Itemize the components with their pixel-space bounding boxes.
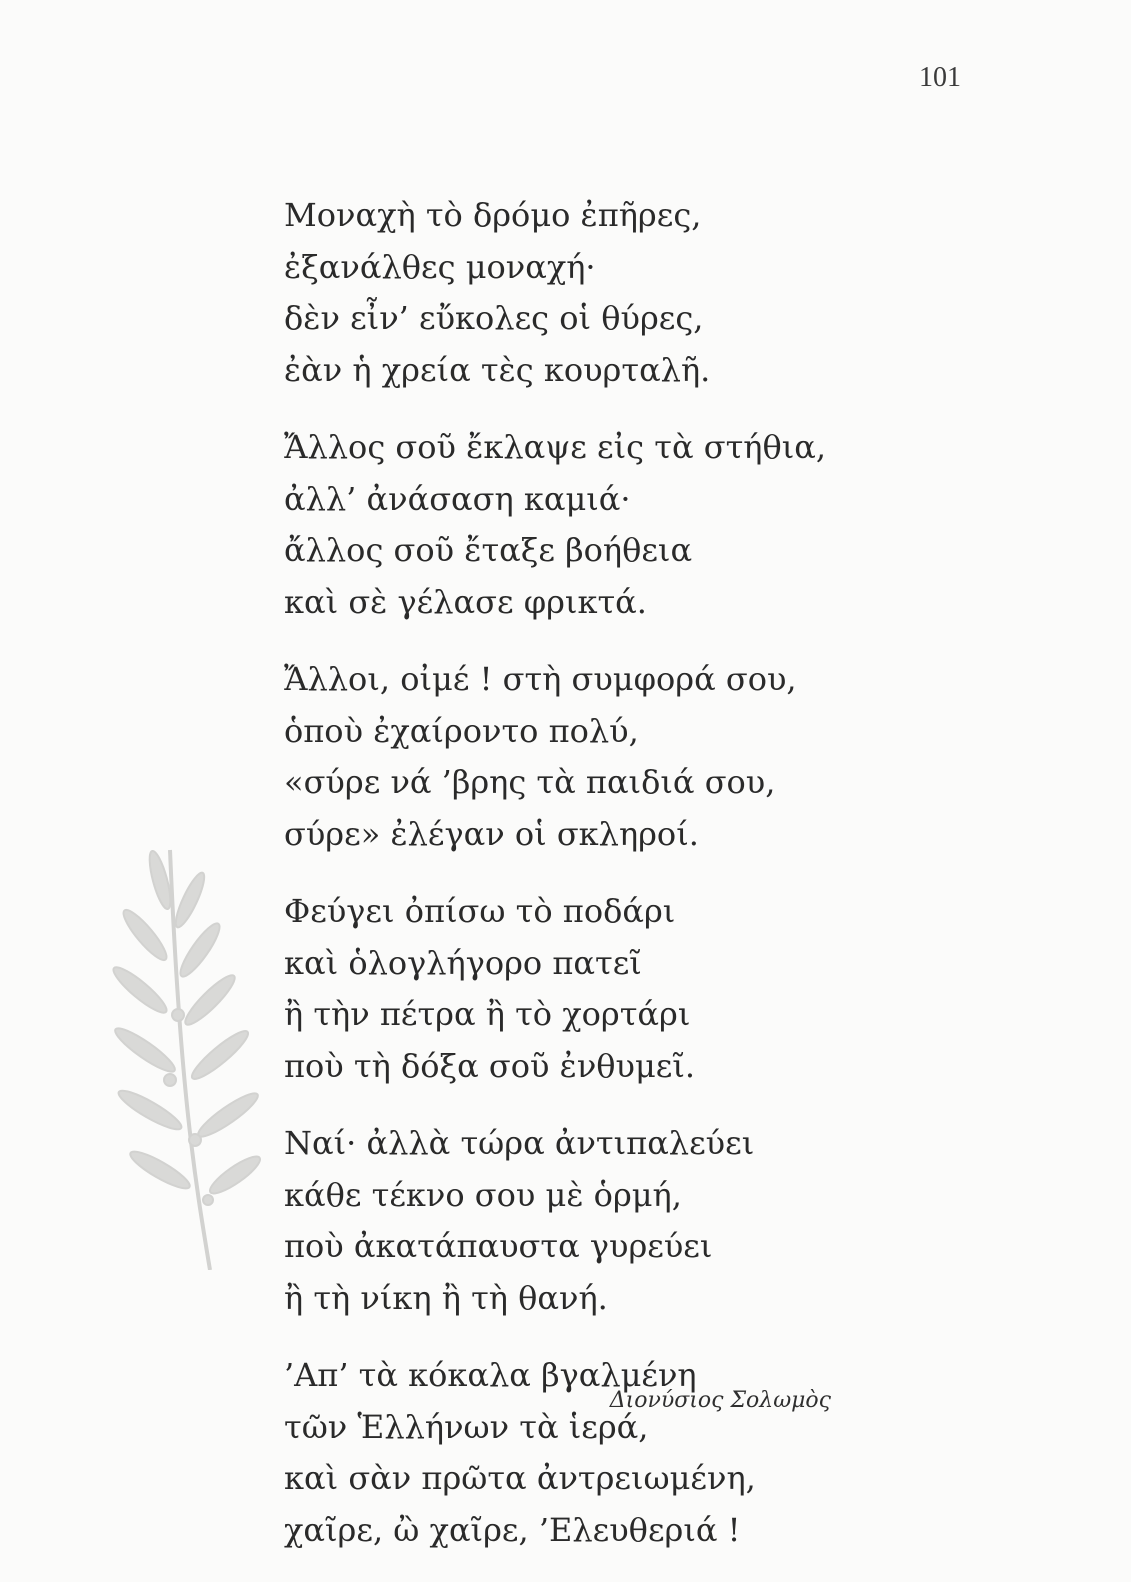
verse-line: χαῖρε, ὢ χαῖρε, ’Ελευθεριά !	[284, 1510, 741, 1549]
verse-line: ἄλλος σοῦ ἔταξε βοήθεια	[284, 531, 693, 569]
verse-line: Ἄλλος σοῦ ἔκλαψε εἰς τὰ στήθια,	[284, 428, 827, 466]
verse-line: ἀλλ’ ἀνάσαση καμιά·	[284, 479, 631, 518]
page-number: 101	[919, 62, 961, 93]
verse-line: Ναί· ἀλλὰ τώρα ἀντιπαλεύει	[284, 1124, 755, 1162]
verse-line: Φεύγει ὀπίσω τὸ ποδάρι	[284, 892, 676, 930]
stanza	[284, 1118, 826, 1324]
verse-line: Ἄλλοι, οἰμέ ! στὴ συμφορά σου,	[284, 660, 797, 698]
verse-line: καὶ σὲ γέλασε φρικτά.	[284, 582, 647, 621]
verse-line: ποὺ τὴ δόξα σοῦ ἐνθυμεῖ.	[284, 1046, 696, 1085]
verse-line: Μοναχὴ τὸ δρόμο ἐπῆρες,	[284, 196, 702, 234]
poem	[284, 190, 826, 1582]
verse-line: «σύρε νά ’βρης τὰ παιδιά σου,	[284, 763, 776, 801]
verse-line: κάθε τέκνο σου μὲ ὁρμή,	[284, 1175, 682, 1214]
stanza	[284, 886, 826, 1092]
verse-line: ἢ τὴν πέτρα ἢ τὸ χορτάρι	[284, 995, 691, 1033]
stanza	[284, 654, 826, 860]
verse-line: ἐξανάλθες μοναχή·	[284, 247, 596, 286]
verse-line: τῶν Ἑλλήνων τὰ ἱερά,	[284, 1407, 649, 1446]
olive-branch-icon	[100, 840, 270, 1270]
verse-line: ὁποὺ ἐχαίροντο πολύ,	[284, 711, 639, 750]
verse-line: ποὺ ἀκατάπαυστα γυρεύει	[284, 1227, 713, 1265]
verse-line: ’Απ’ τὰ κόκαλα βγαλμένη	[284, 1356, 697, 1394]
stanza	[284, 1350, 826, 1556]
verse-line: ἐὰν ἡ χρεία τὲς κουρταλῆ.	[284, 350, 711, 389]
author-signature: Διονύσιος Σολωμὸς	[609, 1388, 831, 1413]
verse-line: ἢ τὴ νίκη ἢ τὴ θανή.	[284, 1278, 608, 1317]
verse-line: καὶ ὁλογλήγορο πατεῖ	[284, 943, 642, 982]
stanza	[284, 422, 826, 628]
verse-line: καὶ σὰν πρῶτα ἀντρειωμένη,	[284, 1459, 756, 1497]
stanza	[284, 190, 826, 396]
verse-line: δὲν εἶν’ εὔκολες οἱ θύρες,	[284, 299, 704, 337]
verse-line: σύρε» ἐλέγαν οἱ σκληροί.	[284, 814, 699, 853]
